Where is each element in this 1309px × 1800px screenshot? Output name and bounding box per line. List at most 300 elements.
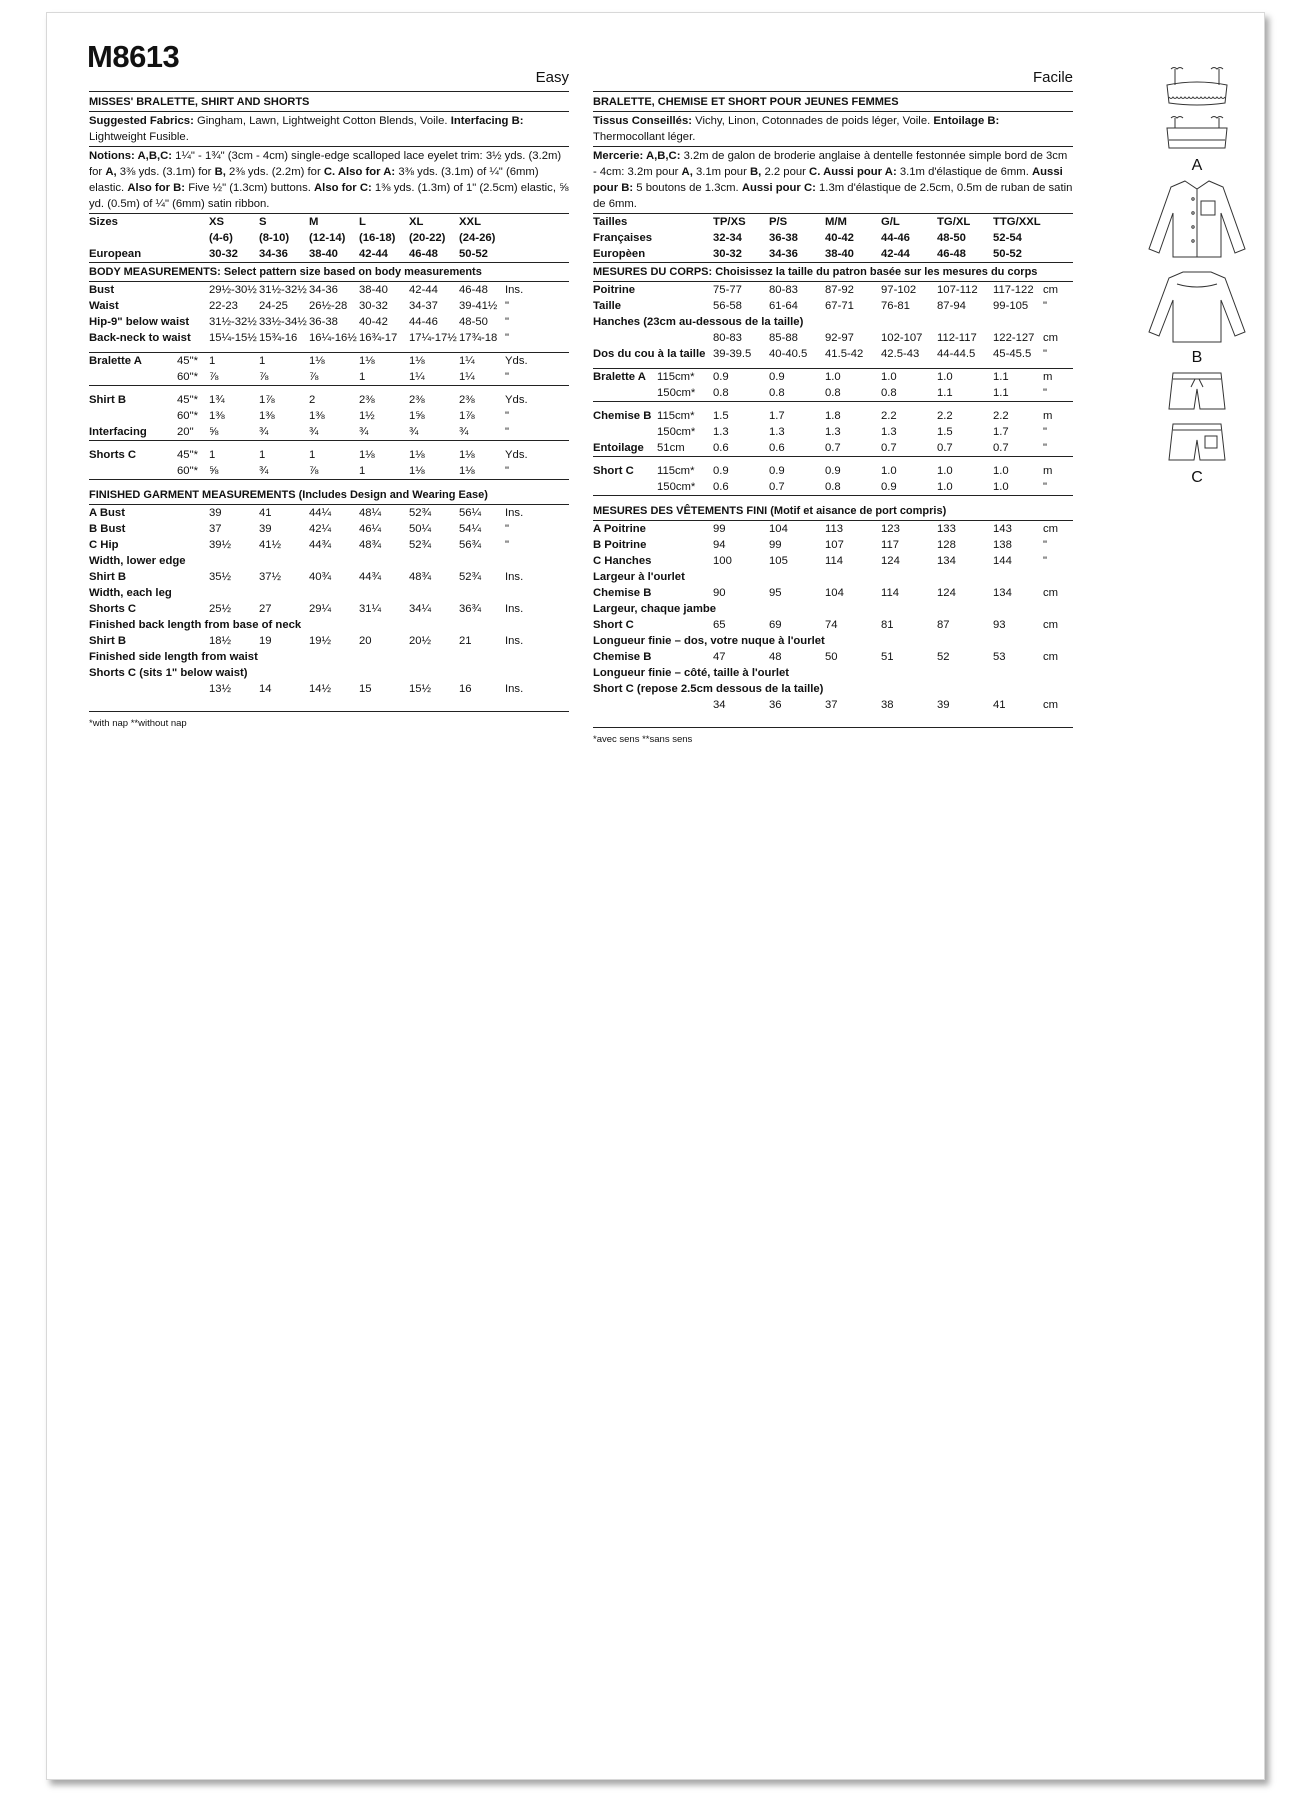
table-cell: 1⅛: [409, 449, 425, 461]
table-cell: 45"*: [177, 449, 198, 461]
table-cell: 1.3: [713, 426, 729, 438]
table-row: [89, 392, 569, 408]
table-cell: 44¾: [309, 539, 331, 551]
table-cell: 1⅛: [459, 463, 505, 480]
table-cell: 1: [259, 355, 266, 367]
title-fr: BRALETTE, CHEMISE ET SHORT POUR JEUNES FEMMES: [593, 92, 1073, 112]
table-cell: ⅞: [309, 463, 359, 480]
table-cell: 14½: [309, 683, 331, 695]
table-cell: [593, 424, 657, 440]
table-cell: Poitrine: [593, 284, 636, 296]
table-cell: 1.1: [937, 385, 993, 402]
table-cell: 1⅛: [459, 449, 475, 461]
table-cell: ⅝: [209, 463, 259, 480]
table-cell: 1⅛: [409, 463, 459, 480]
table-cell: Longueur finie – côté, taille à l'ourlet: [593, 667, 790, 679]
table-cell: 1¼: [459, 369, 505, 386]
table-cell: 19: [259, 635, 272, 647]
table-cell: 1: [209, 449, 216, 461]
table-cell: 48-50: [459, 316, 488, 328]
view-sketches: [1137, 63, 1257, 489]
table-cell: 17¾-18: [459, 332, 498, 344]
table-row: [593, 617, 1073, 633]
table-cell: [657, 521, 713, 538]
table-row: [89, 246, 569, 263]
table-cell: 138: [993, 539, 1012, 551]
table-cell: 102-107: [881, 332, 923, 344]
table-cell: [657, 330, 713, 346]
table-cell: 114: [825, 555, 844, 567]
table-cell: Dos du cou à la taille: [593, 348, 706, 360]
table-cell: Interfacing: [89, 424, 177, 441]
table-cell: 92-97: [825, 332, 854, 344]
table-cell: [657, 246, 713, 263]
table-cell: m: [1043, 410, 1053, 422]
table-cell: 34¼: [409, 603, 431, 615]
section-heading-row: [89, 263, 569, 282]
table-row: [593, 385, 1073, 402]
table-row: [593, 463, 1073, 479]
table-cell: 16¼-16½: [309, 332, 357, 344]
table-cell: m: [1043, 371, 1053, 383]
table-cell: 56¼: [459, 507, 481, 519]
table-cell: cm: [1043, 523, 1059, 535]
table-cell: 1: [359, 463, 409, 480]
table-cell: [1043, 230, 1073, 246]
table-cell: [505, 230, 569, 246]
table-cell: ¾: [459, 424, 505, 441]
table-cell: Short C: [593, 619, 634, 631]
table-cell: 128: [937, 539, 956, 551]
table-cell: (24-26): [459, 232, 496, 244]
table-cell: 1.8: [825, 410, 841, 422]
table-cell: 46¼: [359, 523, 381, 535]
table-cell: M/M: [825, 216, 847, 228]
table-cell: XS: [209, 216, 225, 228]
table-cell: 1.3: [769, 426, 785, 438]
table-cell: 87: [937, 619, 950, 631]
table-cell: 112-117: [937, 332, 977, 344]
table-cell: [657, 585, 713, 601]
table-cell: 1⅞: [259, 394, 275, 406]
table-cell: 38-40: [359, 284, 388, 296]
table-row: [593, 440, 1073, 457]
table-row: [593, 298, 1073, 314]
table-cell: 87-92: [825, 284, 854, 296]
fabrics-en: Suggested Fabrics: Gingham, Lawn, Lightweight Cotton Blends, Voile. Interfacing B: Lightweight Fusible.: [89, 112, 569, 147]
table-cell: ": [505, 523, 510, 535]
table-cell: 99: [713, 523, 726, 535]
table-cell: ": [505, 300, 510, 312]
table-cell: M: [309, 216, 319, 228]
table-row: [593, 314, 1073, 330]
table-cell: 2⅜: [459, 394, 475, 406]
table-cell: 87-94: [937, 300, 966, 312]
table-cell: Yds.: [505, 355, 528, 367]
table-cell: 39-41½: [459, 300, 498, 312]
table-cell: 27: [259, 603, 272, 615]
table-cell: Largeur à l'ourlet: [593, 571, 685, 583]
table-cell: 50¼: [409, 523, 431, 535]
table-cell: 32-34: [713, 232, 742, 244]
table-cell: 1.5: [937, 426, 953, 438]
table-row: [593, 369, 1073, 386]
table-cell: Short C (repose 2.5cm dessous de la taille): [593, 683, 824, 695]
table-cell: 60"*: [177, 463, 209, 480]
table-cell: 76-81: [881, 300, 910, 312]
table-row: [593, 424, 1073, 440]
table-cell: Largeur, chaque jambe: [593, 603, 717, 615]
table-cell: 1⅛: [309, 355, 325, 367]
table-cell: 0.7: [769, 479, 825, 496]
table-cell: 0.9: [769, 465, 785, 477]
table-cell: [177, 282, 209, 299]
table-cell: ": [1043, 385, 1073, 402]
table-cell: 2.2: [993, 410, 1009, 422]
table-cell: 150cm*: [657, 385, 713, 402]
table-cell: 25½: [209, 603, 231, 615]
table-cell: 30-32: [359, 300, 388, 312]
table-cell: 74: [825, 619, 838, 631]
table-cell: 34: [713, 699, 726, 711]
table-cell: [89, 681, 177, 697]
table-cell: 44-46: [409, 316, 438, 328]
table-cell: [657, 282, 713, 299]
table-cell: 39½: [209, 539, 231, 551]
table-cell: 39: [937, 699, 950, 711]
table-cell: 24-25: [259, 300, 288, 312]
table-cell: A Poitrine: [593, 523, 646, 535]
table-cell: 1.0: [993, 465, 1009, 477]
table-cell: 2⅜: [409, 394, 425, 406]
table-cell: 0.8: [825, 385, 881, 402]
table-cell: Ins.: [505, 507, 524, 519]
shorts-front-sketch: [1137, 369, 1257, 415]
table-cell: 41: [259, 507, 272, 519]
table-cell: 17¼-17½: [409, 332, 457, 344]
table-cell: C Hip: [89, 539, 119, 551]
table-cell: 48¼: [359, 507, 381, 519]
table-row: [593, 665, 1073, 681]
table-cell: 51: [881, 651, 894, 663]
table-cell: 0.9: [881, 479, 937, 496]
table-cell: 80-83: [769, 284, 798, 296]
table-row: [89, 601, 569, 617]
table-cell: 2: [309, 394, 316, 406]
table-cell: Ins.: [505, 284, 524, 296]
table-row: [593, 408, 1073, 424]
table-cell: Bralette A: [593, 371, 646, 383]
table-cell: ": [1043, 555, 1048, 567]
table-cell: 42-44: [359, 246, 409, 263]
table-cell: ": [505, 539, 510, 551]
table-cell: [657, 298, 713, 314]
table-cell: ": [1043, 539, 1048, 551]
table-row: [89, 537, 569, 553]
table-row: [89, 353, 569, 370]
table-row: [593, 681, 1073, 697]
table-cell: 18½: [209, 635, 231, 647]
table-cell: 0.8: [825, 479, 881, 496]
table-row: [89, 617, 569, 633]
table-cell: 36: [769, 699, 782, 711]
table-cell: 33½-34½: [259, 316, 307, 328]
table-row: [593, 633, 1073, 649]
table-cell: 1.3: [881, 426, 897, 438]
table-cell: 1⅜: [309, 410, 325, 422]
table-cell: 124: [937, 587, 956, 599]
table-cell: 104: [825, 587, 844, 599]
table-cell: 14: [259, 683, 272, 695]
table-cell: [505, 214, 569, 230]
table-cell: 46-48: [937, 246, 993, 263]
table-cell: Ins.: [505, 683, 524, 695]
table-cell: 42¼: [309, 523, 331, 535]
table-cell: 44-46: [881, 232, 910, 244]
table-cell: 45"*: [177, 394, 198, 406]
table-cell: Shirt B: [89, 635, 127, 647]
table-cell: 34-36: [259, 246, 309, 263]
table-row: [89, 369, 569, 386]
table-cell: 65: [713, 619, 726, 631]
table-cell: 1: [359, 369, 409, 386]
table-cell: 1: [209, 355, 216, 367]
table-cell: 48-50: [937, 232, 966, 244]
table-cell: 15: [359, 683, 372, 695]
table-row: [593, 282, 1073, 299]
table-cell: 41½: [259, 539, 281, 551]
table-cell: 44¾: [359, 571, 381, 583]
notions-en: Notions: A,B,C: 1¼" - 1¾" (3cm - 4cm) single-edge scalloped lace eyelet trim: 3½ yds. (3.2m) for A, 3⅜ yds. (3.1m) for B, 2⅜ yds. (2.2m) for C. Also for A: 3⅜ yds. (3.1m) of ¼" (6mm) elastic. Also for B: Five ½" (1.3cm) buttons. Also for C: 1⅜ yds. (1.3m) of 1" (2.5cm) elastic, ⅝ yd. (0.5m) of ¼" (6mm) satin ribbon.: [89, 147, 569, 214]
table-row: [89, 408, 569, 424]
table-cell: 1.0: [937, 465, 953, 477]
table-cell: 2.2: [937, 410, 953, 422]
table-cell: 42-44: [881, 246, 937, 263]
table-cell: [657, 230, 713, 246]
table-cell: cm: [1043, 699, 1059, 711]
table-cell: 52-54: [993, 232, 1022, 244]
table-cell: Taille: [593, 300, 622, 312]
table-row: [89, 463, 569, 480]
table-cell: P/S: [769, 216, 788, 228]
table-cell: 0.7: [993, 440, 1043, 457]
table-cell: 115cm*: [657, 465, 695, 477]
table-row: [593, 697, 1073, 713]
table-cell: 36-38: [769, 232, 798, 244]
table-row: [89, 569, 569, 585]
table-cell: [505, 246, 569, 263]
table-row: [593, 537, 1073, 553]
table-cell: 60"*: [177, 410, 198, 422]
table-cell: ": [1043, 300, 1048, 312]
table-cell: 1¼: [459, 355, 475, 367]
table-cell: 30-32: [209, 246, 259, 263]
measurements-table-fr: [593, 214, 1073, 713]
table-cell: Shorts C: [89, 603, 137, 615]
notions-fr: Mercerie: A,B,C: 3.2m de galon de broderie anglaise à dentelle festonnée simple bord de 3cm - 4cm: 3.2m pour A, 3.1m pour B, 2.2 pour C. Aussi pour A: 3.1m d'élastique de 6mm. Aussi pour B: 5 boutons de 1.3cm. Aussi pour C: 1.3m d'élastique de 2.5cm, 0.5m de ruban de satin de 6mm.: [593, 147, 1073, 214]
table-cell: 34-37: [409, 300, 438, 312]
table-cell: Yds.: [505, 394, 528, 406]
table-cell: 30-32: [713, 246, 769, 263]
table-cell: 1⅛: [359, 355, 375, 367]
pattern-code: M8613: [87, 39, 180, 74]
table-cell: 40-40.5: [769, 348, 808, 360]
table-cell: 124: [881, 555, 900, 567]
table-cell: ": [505, 332, 510, 344]
table-cell: 40-42: [825, 232, 854, 244]
table-cell: 69: [769, 619, 782, 631]
table-cell: 81: [881, 619, 894, 631]
table-cell: 56-58: [713, 300, 742, 312]
table-row: [89, 681, 569, 697]
table-row: [89, 214, 569, 230]
table-cell: 2⅜: [359, 394, 375, 406]
table-cell: 1¼: [409, 369, 459, 386]
section-heading: MESURES DES VÊTEMENTS FINI (Motif et aisance de port compris): [593, 502, 1073, 521]
table-cell: Finished back length from base of neck: [89, 619, 302, 631]
table-cell: 50: [825, 651, 838, 663]
table-row: [593, 230, 1073, 246]
table-cell: TTG/XXL: [993, 216, 1041, 228]
table-cell: XXL: [459, 216, 481, 228]
table-cell: Hip-9" below waist: [89, 316, 190, 328]
table-cell: 0.7: [825, 440, 881, 457]
table-cell: 117-122: [993, 284, 1034, 296]
table-cell: Ins.: [505, 603, 524, 615]
section-heading-row: [593, 263, 1073, 282]
table-cell: 56¾: [459, 539, 481, 551]
table-row: [89, 585, 569, 601]
table-cell: 100: [713, 555, 732, 567]
english-column: [87, 39, 569, 732]
table-cell: Longueur finie – dos, votre nuque à l'ourlet: [593, 635, 825, 647]
table-cell: 113: [825, 523, 844, 535]
table-cell: 1⅜: [209, 410, 225, 422]
measurements-table-en: [89, 214, 569, 697]
table-cell: [177, 633, 209, 649]
fabrics-fr: Tissus Conseillés: Vichy, Linon, Cotonnades de poids léger, Voile. Entoilage B: Thermocollant léger.: [593, 112, 1073, 147]
table-cell: 115cm*: [657, 410, 695, 422]
table-cell: 41: [993, 699, 1006, 711]
table-cell: L: [359, 216, 366, 228]
table-cell: [593, 479, 657, 496]
table-row: [593, 569, 1073, 585]
table-row: [593, 479, 1073, 496]
table-cell: ⅝: [209, 424, 259, 441]
table-cell: 0.6: [769, 440, 825, 457]
table-cell: 54¼: [459, 523, 481, 535]
table-cell: [177, 505, 209, 522]
table-cell: 1.0: [993, 479, 1043, 496]
table-cell: 75-77: [713, 284, 742, 296]
table-cell: 2.2: [881, 410, 897, 422]
table-row: [89, 447, 569, 463]
table-cell: 0.9: [713, 371, 729, 383]
header-en: [87, 39, 569, 92]
table-cell: ": [505, 316, 510, 328]
table-cell: B Poitrine: [593, 539, 647, 551]
table-row: [89, 521, 569, 537]
table-cell: 45"*: [177, 355, 198, 367]
table-row: [593, 553, 1073, 569]
table-cell: European: [89, 246, 177, 263]
table-cell: Françaises: [593, 232, 653, 244]
table-cell: 36-38: [309, 316, 338, 328]
table-cell: Back-neck to waist: [89, 332, 191, 344]
table-cell: 52: [937, 651, 950, 663]
table-cell: Short C: [593, 465, 634, 477]
table-cell: [657, 649, 713, 665]
table-cell: 67-71: [825, 300, 854, 312]
table-cell: 85-88: [769, 332, 798, 344]
table-cell: 1⅝: [409, 410, 425, 422]
table-cell: ": [1043, 440, 1073, 457]
table-cell: 80-83: [713, 332, 742, 344]
table-cell: Tailles: [593, 216, 628, 228]
table-cell: [177, 298, 209, 314]
table-cell: [593, 697, 657, 713]
table-cell: 46-48: [459, 284, 488, 296]
table-cell: 1.0: [881, 465, 897, 477]
table-cell: 40¾: [309, 571, 331, 583]
table-cell: [1043, 214, 1073, 230]
table-cell: ": [505, 424, 569, 441]
table-cell: 48: [769, 651, 782, 663]
table-cell: cm: [1043, 619, 1059, 631]
table-cell: 50-52: [993, 246, 1043, 263]
table-cell: [657, 697, 713, 713]
table-cell: 34-36: [769, 246, 825, 263]
table-cell: Yds.: [505, 449, 528, 461]
table-cell: 0.9: [713, 465, 729, 477]
table-cell: Bust: [89, 284, 115, 296]
table-cell: 1.7: [769, 410, 785, 422]
table-cell: 1⅛: [409, 355, 425, 367]
table-cell: 15¼-15½: [209, 332, 257, 344]
table-cell: Hanches (23cm au-dessous de la taille): [593, 316, 804, 328]
table-cell: 39-39.5: [713, 348, 752, 360]
table-cell: TP/XS: [713, 216, 746, 228]
table-cell: 16¾-17: [359, 332, 398, 344]
table-cell: C Hanches: [593, 555, 652, 567]
table-row: [593, 330, 1073, 346]
table-cell: 39: [209, 507, 222, 519]
table-cell: ": [505, 463, 569, 480]
table-cell: 1: [309, 449, 316, 461]
table-cell: Europèen: [593, 246, 657, 263]
table-cell: ¾: [259, 463, 309, 480]
table-cell: 123: [881, 523, 900, 535]
table-cell: [593, 385, 657, 402]
table-cell: 107: [825, 539, 844, 551]
table-cell: (12-14): [309, 232, 346, 244]
table-cell: 44-44.5: [937, 348, 976, 360]
table-cell: Waist: [89, 300, 119, 312]
table-cell: 1.7: [993, 426, 1009, 438]
table-cell: 37: [209, 523, 222, 535]
table-cell: 97-102: [881, 284, 917, 296]
table-cell: 122-127: [993, 332, 1035, 344]
table-cell: (8-10): [259, 232, 290, 244]
table-cell: ": [1043, 426, 1048, 438]
table-cell: Chemise B: [593, 587, 652, 599]
table-cell: 20: [359, 635, 372, 647]
table-cell: ⅞: [259, 369, 309, 386]
table-cell: ": [1043, 479, 1073, 496]
table-cell: 52¾: [459, 571, 481, 583]
table-cell: 0.6: [713, 479, 769, 496]
table-row: [89, 665, 569, 681]
